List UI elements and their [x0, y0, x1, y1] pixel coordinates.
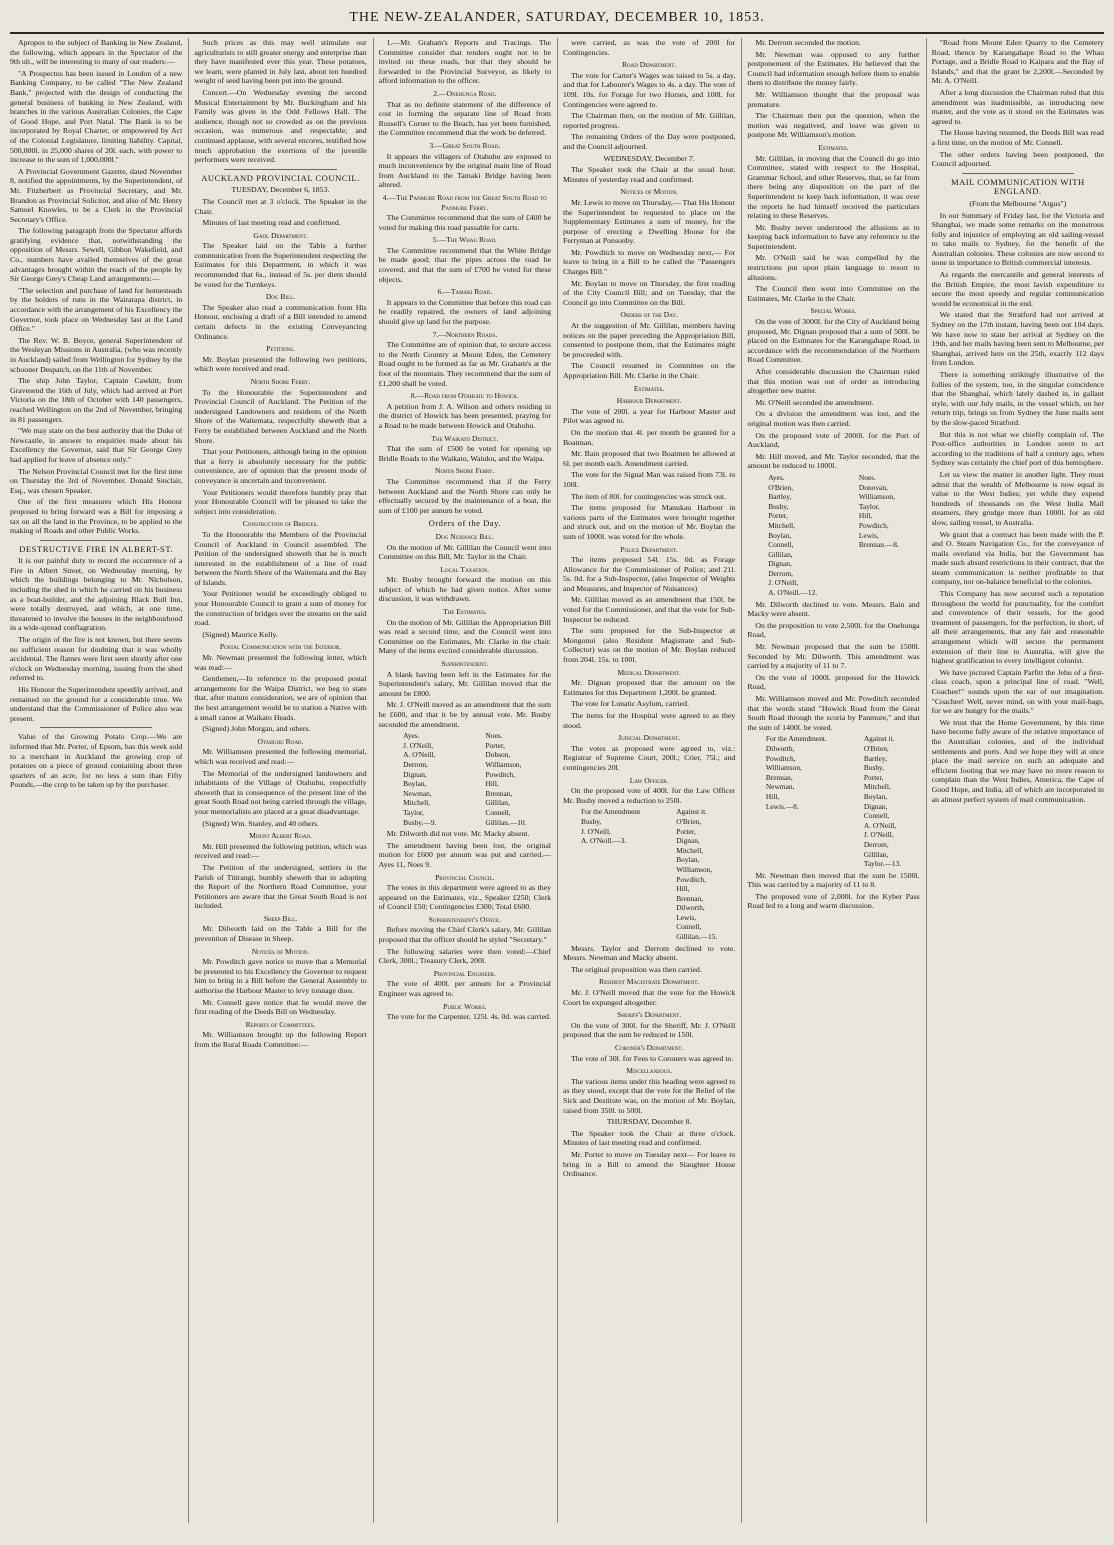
- article-heading: AUCKLAND PROVINCIAL COUNCIL.: [201, 172, 360, 183]
- section-heading: Superintendent's Office.: [428, 914, 501, 924]
- divider: [962, 173, 1074, 174]
- section-heading: Sheriff's Department.: [617, 1010, 682, 1020]
- vote-name: Dignan,: [403, 769, 427, 779]
- article-heading: DESTRUCTIVE FIRE IN ALBERT-ST.: [19, 543, 174, 554]
- paragraph: That as no definite statement of the difference of cost in forming the separate line of Road from Russell's Corner to the Beach, has yet been furnished, the Committee recommend that the work be deferred.: [378, 99, 551, 138]
- paragraph: Mr. Dignan proposed that the amount on the Estimates for this Department 1,200l. be granted.: [562, 678, 736, 697]
- section-heading: Superintendent.: [441, 659, 489, 669]
- paragraph: Your Petitioner would be exceedingly obliged to your Honourable Council to grant a sum of money for the construction of bridges over the streams on the said road.: [194, 589, 367, 628]
- paragraph: On a division the amendment was lost, and the original motion was then carried.: [747, 409, 920, 428]
- vote-name: Dobson,: [485, 750, 511, 760]
- paragraph: The vote for Lunatic Asylum, carried.: [570, 699, 689, 709]
- section-heading: The Waikato District.: [431, 433, 499, 443]
- paragraph: A petition from J. A. Wilson and others residing in the district of Howick has been presented, praying for a Road to be made between Howick and Otahuhu.: [378, 401, 551, 430]
- section-heading: 4.—The Panmure Road from the Great South Road to Panmure Ferry.: [382, 192, 547, 212]
- paragraph: Mr. Newman was opposed to any further postponement of the Estimates. He believed that the Council had information enough before them to enable them to distribute the money fairly.: [747, 49, 920, 88]
- paragraph: A Provincial Government Gazette, dated November 8, notified the appointments, by the Superintendent, of Mr. Fitzherbert as Provincial Secretary, and Mr. Brandon as Provincial Solicitor, and also of Mr. Henry Samuel Knowles, to be a Clerk in the Provincial Secretary's Office.: [10, 166, 183, 224]
- section-heading: 2.—Onehunga Road.: [433, 88, 497, 98]
- vote-name: Against it.: [863, 734, 895, 744]
- paragraph: The origin of the fire is not known, but there seems no sufficient reason for doubting that it was wholly accidental. The flames were first seen shortly after one o'clock on Wednesday morning, issuing from the shed referred to.: [10, 635, 183, 683]
- vote-name: Mitchell,: [768, 520, 796, 530]
- paragraph: To the Honourable the Members of the Provincial Council of Auckland in Council assembled. The Petition of the undersigned showeth that he is much interested in the establishment of a line of road between the North Shore of the Waitemata and the Bay of Islands.: [194, 529, 367, 587]
- paragraph: The vote for Carter's Wages was raised to 5s. a day, and that for Labourer's Wages to 4s. a day. The vote of 109l. 10s. for Forage for two Horses, and 100l. for Contingencies were agreed to.: [562, 70, 736, 109]
- section-heading: Gaol Department.: [253, 230, 308, 240]
- vote-column-for: [581, 807, 640, 941]
- vote-name: J. O'Neill,: [768, 578, 799, 588]
- paragraph: Mr. Gillilan, in moving that the Council do go into Committee, stated with respect to the Hospital, Grammar School, and other Reserves, that, so far from there being any disposition on the part of the Superintendent to keep back information, it was over the reports he had himself received the particulars relating to these Reserves.: [747, 153, 920, 221]
- vote-name: A. O'Neill,: [403, 750, 436, 760]
- paragraph: The Chairman then put the question, when the motion was negatived, and leave was given to postpone Mr. Williamson's motion.: [747, 111, 920, 140]
- paragraph: After a long discussion the Chairman ruled that this amendment was inadmissible, as introducing new matter, and the vote as it stood on the Estimates was agreed to.: [931, 87, 1104, 126]
- paragraph: The House having resumed, the Deeds Bill was read a first time, on the motion of Mr. Connell.: [931, 128, 1104, 147]
- section-heading: Estimates.: [818, 142, 849, 152]
- vote-name: Derrom,: [863, 839, 889, 849]
- article-source: (From the Melbourne "Argus"): [969, 198, 1067, 208]
- article-heading: MAIL COMMUNICATION WITH ENGLAND.: [950, 176, 1085, 197]
- vote-name: Connell,: [863, 811, 890, 821]
- paragraph: Mr. Powditch gave notice to move that a Memorial be presented to his Excellency the Governor to request him to bring in a Bill before the General Assembly to authorise the Harbour Master to levy tonnage dues.: [194, 957, 367, 996]
- vote-name: Hill,: [485, 779, 499, 789]
- section-heading: Harbour Department.: [616, 396, 682, 406]
- paragraph: The proposed vote of 2,000l. for the Kyber Pass Road led to a long and warm discussion.: [747, 891, 920, 911]
- section-heading: Estimates.: [633, 383, 665, 393]
- section-heading: Orders of the Day.: [620, 310, 678, 320]
- paragraph: Gentlemen,—In reference to the proposed postal arrangements for the Waipa District, we beg to state that, after mature consideration, we are of opinion that the best arrangement would be to station a Native with a small canoe at Waikato Heads.: [194, 674, 367, 722]
- vote-name: Connell,: [768, 540, 794, 550]
- paragraph: After considerable discussion the Chairman ruled that this motion was out of order as introducing altogether new matter.: [747, 367, 920, 396]
- vote-name: A. O'Neill.—12.: [768, 588, 818, 598]
- section-heading: Petitions.: [266, 344, 295, 354]
- vote-column-against: [676, 807, 717, 941]
- paragraph: Let us view the matter in another light. They must admit that the wealth of Melbourne is now equal in value to the West Indies; yet while they expend hundreds of thousands on the West India Mail steamers, they grudge more than 1000l. for an old slow, sailing vessel, to Australia.: [931, 469, 1104, 527]
- vote-name: For the Amendment.: [765, 734, 827, 744]
- vote-name: Mitchell,: [863, 782, 891, 792]
- paragraph: Mr. Connell gave notice that he would move the first reading of the Deeds Bill on Wednesday.: [194, 997, 367, 1017]
- vote-name: Busby,: [581, 816, 602, 826]
- paragraph: 1.—Mr. Graham's Reports and Tracings. The Committee consider that tenders ought not to be invited on these roads, but that they should be forwarded to the Provincial Surveyor, as likely to afford information to the officer.: [378, 38, 551, 86]
- paragraph: It is our painful duty to record the occurrence of a Fire in Albert Street, on Wednesday morning, by which the buildings belonging to Mr. Nicholson, including the shed in which he carried on his business as a boat-builder, and the adjoining Black Bull Inn, were totally destroyed, and which, at one time, threatened to involve the houses in the neighbourhood in a wide-spread conflagration.: [10, 556, 183, 633]
- vote-name: Dilworth,: [676, 903, 705, 913]
- paragraph: One of the first measures which His Honour proposed to bring forward was a Bill for imposing a tax on all the land in the Province, to be applied to the making of Roads and other Public Works.: [10, 497, 183, 536]
- vote-name: Newman,: [403, 788, 432, 798]
- paragraph: The amendment having been lost, the original motion for £600 per annum was put and carried,—Ayes 11, Noes 9.: [378, 840, 551, 869]
- vote-name: J. O'Neill,: [581, 826, 611, 836]
- vote-name: Dignan,: [676, 836, 700, 846]
- session-date: TUESDAY, December 6, 1853.: [231, 185, 330, 195]
- paragraph: Mr. Hill presented the following petition, which was received and read:—: [194, 841, 367, 861]
- paragraph: On the motion of Mr. Gillilan the Appropriation Bill was read a second time, and the Council went into Committee on the Estimates, Mr. Clarke in the chair. Many of the items excited considerable discussion.: [378, 617, 551, 656]
- section-heading: Reports of Committees.: [245, 1019, 316, 1029]
- paragraph: It appears to the Committee that before this road can be readily repaired, the owners of land adjoining should give up land for the purpose.: [378, 297, 551, 327]
- division-list: [747, 473, 919, 598]
- vote-name: Mitchell,: [403, 798, 431, 808]
- paragraph: We have pictured Captain Parfitt the Jehu of a first-class coach, upon a principal line of road. "Well, Coachee!" sounds upon the ear of our imagination. "Coachee! Well, never mind, on with your mail-bags, for we are hungry for the mails.": [931, 667, 1104, 716]
- section-heading: Local Taxation.: [440, 564, 490, 574]
- section-heading: Public Works.: [443, 1001, 487, 1011]
- article-heading: Orders of the Day.: [428, 518, 502, 529]
- vote-name: Lewis,: [858, 530, 879, 540]
- vote-name: Dignan,: [863, 801, 888, 811]
- paragraph: Mr. Newman proposed that the sum be 1500l. Seconded by Mr. Dilworth. This amendment was carried by a majority of 11 to 7.: [747, 642, 920, 671]
- paragraph: The Nelson Provincial Council met for the first time on Thursday the 3rd of November. Donald Sinclair, Esq., was chosen Speaker.: [10, 466, 183, 495]
- paragraph: Value of the Growing Potato Crop.—We are informed that Mr. Porter, of Epsom, has this week sold to a merchant in Auckland the growing crop of potatoes on a piece of ground containing about three quarters of an acre, for no less a sum than Fifty Pounds,—the crop to be taken up by the purchaser.: [10, 732, 183, 790]
- vote-name: Taylor.—13.: [863, 859, 902, 869]
- section-heading: Sheep Bill.: [263, 913, 298, 923]
- section-heading: Notices of Motion.: [620, 187, 678, 197]
- paragraph: His Honour the Superintendent speedily arrived, and remained on the ground for a considerable time. We understand that the Commissioner of Police also was present.: [10, 685, 183, 723]
- paragraph: The vote for the Carpenter, 125l. 4s. 0d. was carried.: [386, 1012, 551, 1022]
- vote-name: Taylor,: [403, 807, 424, 817]
- vote-name: J. O'Neill,: [403, 740, 434, 750]
- vote-column-ayes: [403, 731, 436, 827]
- vote-name: Busby,: [768, 501, 789, 511]
- vote-name: Boylan,: [403, 779, 427, 789]
- vote-name: Gillilan.—15.: [676, 932, 718, 942]
- paragraph: "We may state on the best authority that the Duke of Newcastle, in answer to enquiries made about his Excellency the Governor, said that Sir George Grey had applied for leave of absence only.": [10, 426, 183, 464]
- vote-name: Powditch,: [485, 769, 516, 779]
- section-heading: Resident Magistrate Department.: [599, 977, 700, 987]
- paragraph: The Committee recommend that the White Bridge be made good; that the pipes across the road be covered, and that the sum of £700 be voted for these objects.: [378, 245, 551, 284]
- vote-name: Brennan.—8.: [858, 540, 899, 550]
- paragraph: On the motion of Mr. Gillilan the Council went into Committee on this Bill, Mr. Taylor in the Chair.: [378, 542, 551, 562]
- paragraph: Mr. Williamson brought up the following Report from the Rural Roads Committee:—: [194, 1030, 367, 1049]
- paragraph: The votes in this department were agreed to as they appeared on the Estimates, viz., Speaker £250; Clerk of Council £50; Contingencies £300; Total £600.: [378, 883, 551, 912]
- paragraph: Before moving the Chief Clerk's salary, Mr. Gillilan proposed that the officer should be styled "Secretary.": [378, 925, 551, 945]
- paragraph: The remaining Orders of the Day were postponed, and the Council adjourned.: [562, 132, 736, 151]
- paragraph: The following salaries were then voted:—Chief Clerk, 300l.; Treasury Clerk, 200l.: [378, 946, 551, 966]
- section-heading: Provincial Engineer.: [433, 968, 496, 978]
- paragraph: The original proposition was then carried.: [570, 964, 702, 974]
- vote-name: J. O'Neill,: [863, 830, 894, 840]
- vote-name: Connell,: [676, 922, 702, 932]
- column-6: [926, 38, 1104, 1523]
- vote-name: Derrom,: [768, 568, 794, 578]
- paragraph: The Committee are of opinion that, to secure access to the North Country at Mount Eden, the Cemetery Road ought to be formed as far as Mr. Graham's at the foot of the mountain. They recommend that the sum of £1,200 shall be voted.: [378, 340, 551, 388]
- paragraph: Mr. Newman then moved that the sum be 1500l. This was carried by a majority of 11 to 8.: [747, 870, 920, 890]
- paragraph: The ship John Taylor, Captain Cawkitt, from Gravesend the 16th of July, which had arrived at Port Victoria on the 18th of October with 140 passengers, reached Wellington on the 2nd of November, bringing in 81 passengers.: [10, 376, 183, 424]
- vote-name: Dilworth,: [765, 743, 795, 753]
- paragraph: Mr. Bain proposed that two Boatmen be allowed at 6l. per month each. Amendment carried.: [562, 449, 736, 468]
- paragraph: On the motion that 4l. per month be granted for a Boatman,: [562, 427, 736, 447]
- vote-column-noes: [859, 473, 899, 598]
- paragraph: It appears the villagers of Otahuhu are exposed to much inconvenience by the original main line of Road from Auckland to the Tamaki Bridge having been altered.: [378, 151, 551, 190]
- section-heading: Police Department.: [620, 544, 678, 554]
- paragraph: The vote of 30l. for Fees to Coroners was agreed to.: [570, 1053, 734, 1063]
- paragraph: On the vote of 3000l. for the City of Auckland being proposed, Mr. Dignan proposed that a sum of 500l. be placed on the Estimates for the Karangahape Road, in accordance with the recommendation of the Northern Road Committee.: [747, 317, 920, 365]
- paragraph: Mr. O'Neill seconded the amendment.: [755, 397, 874, 407]
- paragraph: On the proposition to vote 2,500l. for the Onehunga Road,: [747, 620, 920, 640]
- paragraph: Mr. Busby never understood the allusions as to keeping back information to have any reference to the Superintendent.: [747, 222, 920, 251]
- section-heading: 5.—The Whau Road.: [432, 235, 497, 245]
- vote-name: Williamson,: [485, 759, 522, 769]
- paragraph: On the proposed vote of 2000l. for the Port of Auckland,: [747, 430, 920, 450]
- vote-column-noes: [485, 731, 526, 827]
- vote-name: Williamson,: [676, 864, 713, 874]
- vote-name: Boylan,: [768, 530, 792, 540]
- paragraph: The Council met at 3 o'clock. The Speaker in the Chair.: [194, 196, 367, 216]
- paragraph: Mr. Porter to move on Tuesday next— For leave to bring in a Bill to amend the Slaughter House Ordinance.: [562, 1149, 736, 1179]
- paragraph: Mr. Newman presented the following letter, which was read:—: [194, 653, 367, 672]
- paragraph: Mr. Lewis to move on Thursday,— That His Honour the Superintendent be requested to place on the Supplementary Estimates a sum of money, for the purpose of erecting a Dwelling House for the Ferryman at Ponsonby.: [562, 197, 736, 246]
- vote-name: Williamson,: [765, 763, 802, 773]
- paragraph: Mr. O'Neill said he was compelled by the restrictions put upon plain language to resort to allusions.: [747, 253, 920, 282]
- newspaper-page: [10, 10, 1104, 1525]
- paragraph: To the Honourable the Superintendent and Provincial Council of Auckland. The Petition of the undersigned Landowners and residents of the North Shore of the Waitemata, respectfully sheweth that a Ferry be established between Auckland and the North Shore.: [194, 387, 367, 445]
- vote-name: Donovan,: [858, 482, 888, 492]
- paragraph: Minutes of last meeting read and confirmed.: [202, 218, 341, 228]
- vote-name: Busby.—9.: [403, 817, 437, 827]
- vote-name: Ayes.: [403, 731, 420, 741]
- section-heading: The Estimates.: [443, 607, 487, 617]
- divider: [224, 169, 336, 170]
- paragraph: Messrs. Taylor and Derrom declined to vote. Messrs. Newman and Macky absent.: [562, 943, 736, 963]
- paragraph: The Chairman then, on the motion of Mr. Gillilan, reported progress.: [562, 111, 736, 130]
- paragraph: The Speaker also read a communication from His Honour, enclosing a draft of a Bill intended to amend certain defects in the existing Conveyancing Ordinance.: [194, 302, 367, 341]
- vote-name: Derrom,: [403, 759, 429, 769]
- paragraph: But this is not what we chiefly complain of. The Post-office authorities in London seem to act according to the traditions of half a century ago, when Sydney was certainly the chief port of this hemisphere.: [931, 429, 1104, 468]
- paragraph: "Road from Mount Eden Quarry to the Cemetery Road, thence by Karangahape Road to the Whau Portage, and a Bridle Road to Kaipara and the Bay of Islands," and that the grant be 2,200l.—Seconded by Mr. A. O'Neill.: [931, 38, 1104, 86]
- paragraph: As regards the mercantile and general interests of the British Empire, the most lavish expenditure to secure the most speedy and regular communication would be economical in the end.: [931, 270, 1104, 308]
- section-heading: Medical Department.: [617, 667, 681, 677]
- vote-name: A. O'Neill,: [863, 820, 897, 830]
- paragraph: The item of 80l. for contingencies was struck out.: [570, 491, 727, 501]
- paragraph: The Council resumed in Committee on the Appropriation Bill. Mr. Clarke in the Chair.: [562, 361, 736, 380]
- paragraph: Mr. Derrom seconded the motion.: [755, 38, 861, 47]
- paragraph: The following paragraph from the Spectator affords gratifying evidence that, notwithstanding the opposition of Messrs. Sewell, Gibbon Wakefield, and Co., numbers have availed themselves of the great advantages brought within the reach of the people by Sir George Grey's Cheap Land arrangements:—: [10, 226, 183, 284]
- paragraph: This Company has now secured such a reputation throughout the world for punctuality, for the comfort and convenience of their vessels, for the good treatment of passengers, for the perfection, in short, of all their arrangements, that any fair and reasonable arrangement which will secure the permanent extension of their line to Australia, will give the highest gratification to every intelligent colonist.: [931, 589, 1104, 666]
- paragraph: Your Petitioners would therefore humbly pray that your Honourable Council will be pleased to take the subject into consideration.: [194, 487, 367, 516]
- vote-name: O'Brien,: [863, 743, 889, 753]
- session-date: WEDNESDAY, December 7.: [603, 153, 695, 163]
- paragraph: That your Petitioners, although being in the opinion that a ferry is absolutely necessary for the public convenience, are of opinion that the present mode of conveyance is uncertain and inconvenient.: [194, 447, 367, 485]
- vote-name: Gillilan,: [863, 849, 889, 859]
- vote-name: Hill,: [858, 511, 873, 521]
- vote-name: A. O'Neill.—3.: [581, 836, 627, 846]
- divider: [40, 727, 152, 728]
- section-heading: Coroner's Department.: [615, 1043, 684, 1052]
- division-list: [379, 731, 551, 827]
- paragraph: The votes as proposed were agreed to, viz.: Registrar of Supreme Court, 200l.; Crier, 75l.; and contingencies 20l.: [562, 743, 736, 772]
- column-5: [741, 38, 919, 1523]
- paragraph: Mr. Williamson moved and Mr. Powditch seconded that the words stand "Howick Road from the Great South Road through the scoria by Panmure," and that the sum of 1400l. be voted.: [747, 694, 920, 732]
- section-heading: Dog Bill.: [265, 292, 296, 302]
- section-heading: Mount Albert Road.: [249, 831, 312, 841]
- column-3: [373, 38, 551, 1523]
- paragraph: At the suggestion of Mr. Gillilan, members having notices on the paper preceding the Appropriation Bill, consented to postpone them, that the Estimates might be proceeded with.: [562, 321, 736, 359]
- paragraph: Mr. Busby brought forward the motion on this subject of which he had given notice. After some discussion, it was withdrawn.: [378, 575, 551, 604]
- vote-name: Gillilan.—10.: [485, 817, 527, 827]
- signature: (Signed) Wm. Stanley, and 40 others.: [202, 818, 320, 828]
- vote-name: Mitchell,: [676, 845, 704, 855]
- vote-name: Boylan,: [863, 791, 888, 801]
- paragraph: Mr. Williamson thought that the proposal was premature.: [747, 89, 920, 109]
- paragraph: Mr. Dilworth laid on the Table a Bill for the prevention of Disease in Sheep.: [194, 924, 367, 944]
- paragraph: The sum proposed for the Sub-Inspector at Mongonui (also Resident Magistrate and Sub-Collector) was on the motion of Mr. Boylan reduced from 204l. 15s. to 100l.: [562, 626, 736, 665]
- paragraph: The Petition of the undersigned, settlers in the Parish of Titirangi, humbly sheweth that in adopting the Report of the Northern Road Committee, your Petitioners are aware that the Great South Road is not included.: [194, 862, 367, 911]
- paragraph: The Speaker took the Chair at the usual hour. Minutes of yesterday read and confirmed.: [562, 165, 736, 184]
- vote-column-against: [864, 734, 901, 868]
- paragraph: Such prices as this may well stimulate our agriculturists to still greater energy and enterprise than they have manifested ever this year. These potatoes, we learn, were planted in July last, about ten hundred weight of seed having been put into the ground.: [194, 38, 367, 86]
- vote-name: Porter,: [863, 772, 884, 782]
- paragraph: We grant that a contract has been made with the P. and O. Steam Navigation Co., for the conveyance of mails overland via India, but the Government has made such absurd restrictions in their contract, that the steam communication is neither profitable to that company, nor on-balance beneficial to the colonies.: [931, 529, 1104, 587]
- paragraph: The items proposed for Manukau Harbour in various parts of the Estimates were brought together and struck out, and on the motion of Mr. Boylan the sum of 1000l. was voted for the whole.: [562, 503, 736, 541]
- section-heading: Otahuhu Road.: [257, 736, 304, 746]
- paragraph: Mr. Hill moved, and Mr. Taylor seconded, that the amount be reduced to 1000l.: [747, 451, 920, 471]
- paragraph: That the sum of £500 be voted for opening up Bridle Roads to the Waikato, Waiuku, and the Waipa.: [378, 444, 551, 463]
- vote-name: Bartley,: [768, 492, 792, 502]
- column-1: [10, 38, 182, 1523]
- vote-name: Boylan,: [676, 855, 700, 865]
- section-heading: Road Department.: [621, 60, 677, 70]
- paragraph: The Council then went into Committee on the Estimates, Mr. Clarke in the Chair.: [747, 284, 920, 303]
- vote-name: Porter,: [768, 511, 788, 521]
- paragraph: The vote of 400l. per annum for a Provincial Engineer was agreed to.: [378, 979, 551, 999]
- section-heading: Construction of Bridges.: [242, 519, 319, 529]
- paragraph: Mr. J. O'Neill moved that the vote for the Howick Court be expunged altogether.: [562, 988, 736, 1007]
- vote-name: Brennan,: [765, 772, 793, 782]
- vote-name: Dignan,: [768, 559, 792, 569]
- vote-name: Brennan,: [676, 893, 704, 903]
- vote-name: For the Amendment: [581, 807, 641, 817]
- section-heading: 7.—Northern Roads.: [432, 329, 498, 339]
- paragraph: Mr. Boylan to move on Thursday, the first reading of the City Council Bill; and on Tuesday, that the Council go into Committee on the Bill.: [562, 278, 736, 307]
- section-heading: Special Works.: [810, 306, 857, 316]
- vote-name: Against it.: [676, 807, 707, 817]
- vote-column-ayes: [768, 473, 817, 598]
- vote-name: Bartley,: [863, 753, 887, 763]
- paragraph: The Speaker laid on the Table a further communication from the Superintendent respecting the Estimates for this Department, in which it was recommended that 6s., instead of 5s. per diem should be voted for the Turnkeys.: [194, 241, 367, 289]
- paragraph: On the proposed vote of 400l. for the Law Officer Mr. Busby moved a reduction to 250l.: [562, 786, 736, 805]
- paragraph: On the vote of 300l. for the Sheriff, Mr. J. O'Neill proposed that the sum be reduced to 150l.: [562, 1020, 736, 1040]
- vote-name: Noes.: [858, 472, 876, 482]
- column-4: [557, 38, 735, 1523]
- paragraph: The vote for the Signal Man was raised from 73l. to 100l.: [562, 470, 736, 489]
- paragraph: There is something strikingly illustrative of the follies of the system, too, in the singular coincidence that the Shanghai, which lately dashed in, in gallant style, with our July mails, in the vessel which, on her return trip, brings us from Sydney the June mails sent by the slow-paced Stratford.: [931, 370, 1104, 427]
- vote-name: Porter,: [676, 826, 696, 836]
- vote-name: Lewis,: [676, 912, 697, 922]
- vote-name: Lewis.—8.: [765, 801, 799, 811]
- paragraph: Mr. Williamson presented the following memorial, which was received and read:—: [194, 747, 367, 766]
- paragraph: The Committee recommend that if the Ferry between Auckland and the North Shore can only be effectually secured by the maintenance of a boat, the sum of £100 per annum be voted.: [378, 476, 551, 515]
- section-heading: 6.—Tamaki Road.: [437, 287, 493, 297]
- section-heading: Law Officer.: [629, 775, 669, 785]
- vote-column-for: [766, 734, 827, 868]
- section-heading: 8.—Road from Otahuhu to Howick.: [410, 391, 519, 401]
- paragraph: On the vote of 1000l. proposed for the Howick Road,: [747, 672, 920, 692]
- paragraph: The various items under this heading were agreed to as they stood, except that the vote for the Relief of the Sick and Destitute was, on the motion of Mr. Boylan, raised from 350l. to 500l.: [562, 1076, 736, 1115]
- paragraph: were carried, as was the vote of 200l for Contingencies.: [562, 38, 736, 57]
- paragraph: A blank having been left in the Estimates for the Superintendent's salary, Mr. Gillilan moved that the amount be £800.: [378, 669, 551, 698]
- paragraph: Mr. Dilworth did not vote. Mr. Macky absent.: [386, 829, 530, 839]
- section-heading: Notices of Motion.: [251, 946, 310, 956]
- vote-name: Gillilan,: [485, 798, 510, 808]
- vote-name: Ayes.: [768, 472, 785, 482]
- vote-name: Taylor,: [858, 501, 880, 511]
- paragraph: The items proposed 54l. 15s. 0d. as Forage Allowance for the Commissioner of Police; and 21l. 5s. 0d. for a Sub-Inspector, (also Inspector of Weights and Measures, and Inspector of Nuisances): [562, 555, 736, 593]
- section-heading: 3.—Great South Road.: [429, 140, 501, 150]
- paragraph: Mr. Dilworth declined to vote. Messrs. Bain and Macky were absent.: [747, 599, 920, 619]
- paragraph: In our Summary of Friday last, for the Victoria and Shanghai, we made some remarks on the monstrous folly and injustice of employing an old sailing-vessel to take mails to Sydney, for the benefit of the Australian colonies. These colonies are now second to none in importance to British commercial interests.: [931, 210, 1104, 268]
- paragraph: The vote of 200l. a year for Harbour Master and Pilot was agreed to.: [562, 406, 736, 426]
- vote-name: Busby,: [863, 763, 885, 773]
- section-heading: Dog Nuisance Bill.: [435, 531, 495, 541]
- division-list: [747, 734, 919, 868]
- masthead: THE NEW-ZEALANDER, SATURDAY, DECEMBER 10, 1853.: [349, 10, 765, 25]
- paragraph: The other orders having been postponed, the Council adjourned.: [931, 149, 1104, 169]
- column-2: [188, 38, 366, 1523]
- paragraph: The Memorial of the undersigned landowners and inhabitants of the Village of Otahuhu, respectfully showeth that in consequence of the present line of the great South Road not being carried through the village, your memorialists are placed at a great disadvantage.: [194, 768, 367, 816]
- paragraph: We stated that the Stratford had not arrived at Sydney on the 17th instant, having been out 104 days. We have now to state her arrival at Sydney on the 19th, and her mails having been sent to Melbourne, per Shanghai, arrived here on the 25th, exactly 112 days from London.: [931, 310, 1104, 368]
- vote-name: O'Brien,: [768, 482, 794, 492]
- section-heading: Postal Communication with the Interior.: [219, 642, 342, 652]
- vote-name: O'Brien,: [676, 816, 702, 826]
- signature: (Signed) John Morgan, and others.: [202, 724, 311, 734]
- paragraph: We trust that the Home Government, by this time have become fully aware of the relative importance of the Australian colonies, and of the individual settlements and ports. And we hope they will at once place the mail service on such an adequate and efficient footing that we may have no more reason to complain than the West Indies, America, the Cape of Good Hope, and India, all of which are incorporated in an almost perfect system of mail communication.: [931, 717, 1104, 804]
- paragraph: The items for the Hospital were agreed to as they stood.: [562, 711, 736, 730]
- paragraph: Mr. Boylan presented the following two petitions, which were received and read.: [194, 354, 367, 374]
- vote-name: Connell,: [485, 807, 511, 817]
- vote-name: Hill,: [765, 791, 780, 801]
- divider: [40, 540, 152, 541]
- paragraph: Mr. Gillilan moved as an amendment that 150l. be voted for the Commissioner, and that the vote for Sub-Inspector be reduced.: [562, 595, 736, 624]
- vote-name: Powditch,: [676, 874, 706, 884]
- vote-name: Powditch,: [765, 753, 796, 763]
- paragraph: Mr. Powditch to move on Wednesday next,— For leave to bring in a Bill to be called the "Passengers Charges Bill.": [562, 247, 736, 277]
- paragraph: Mr. J. O'Neill moved as an amendment that the sum be £600, and that it be by annual vote. Mr. Busby seconded the amendment.: [378, 700, 551, 729]
- division-list: [563, 807, 735, 941]
- section-heading: North Shore Ferry.: [435, 466, 495, 476]
- session-date: THURSDAY, December 8.: [606, 1117, 692, 1127]
- paragraph: "The selection and purchase of land for homesteads by the holders of runs in the Wairarapa district, in accordance with the arrangement of his Excellency the Governor, took place on Wednesday last at the Land Office.": [10, 285, 183, 334]
- paragraph: The Committee recommend that the sum of £400 be voted for making this road passable for carts.: [378, 213, 551, 232]
- section-heading: Judicial Department.: [618, 733, 681, 743]
- vote-name: Brennan,: [485, 788, 513, 798]
- paragraph: "A Prospectus has been issued in London of a new Banking Company, to be called "The New Zealand Bank," projected with the design of conducting the general business of banking in New Zealand, with branches in the various Australian Colonies, the Cape of Good Hope, and Port Natal. The Bank is to be incorporated by Royal Charter, or empowered by Act of the Colonial Legislature, limiting liability. Capital, 500,000l. in 25,000 shares of 20l. each, with power to increase to the sum of 1,000,000l.": [10, 68, 183, 165]
- section-heading: Miscellaneous.: [626, 1066, 673, 1076]
- vote-name: Gillilan,: [768, 549, 793, 559]
- vote-name: Porter,: [485, 740, 506, 750]
- paragraph: Apropos to the subject of Banking in New Zealand, the following, which appears in the Spectator of the 9th ult., will be interesting to many of our readers:—: [10, 38, 183, 67]
- paragraph: The Speaker took the Chair at three o'clock. Minutes of last meeting read and confirmed.: [562, 1128, 736, 1148]
- signature: (Signed) Maurice Kelly.: [202, 629, 278, 639]
- paragraph: Concert.—On Wednesday evening the second Musical Entertainment by Mr. Buckingham and his Family was given in the Odd Fellows Hall. The audience, though not so crowded as on the previous occasion, was numerous and respectable; and continued applause, with several encores, testified how much approbation the exertions of the juvenile performers were received.: [194, 87, 367, 165]
- section-heading: North Shore Ferry.: [250, 377, 311, 386]
- paragraph: The Rev. W. B. Boyce, general Superintendent of the Wesleyan Missions in Australia, (who was recently in Auckland) sailed from Wellington for Sydney by the schooner Despatch, on the 11th of November.: [10, 335, 183, 374]
- columns: [10, 38, 1104, 1523]
- vote-name: Noes.: [485, 731, 503, 741]
- vote-name: Powditch,: [858, 520, 889, 530]
- vote-name: Williamson,: [858, 492, 895, 502]
- vote-name: Newman,: [765, 782, 795, 792]
- vote-name: Hill,: [676, 884, 690, 894]
- section-heading: Provincial Council.: [435, 872, 495, 882]
- masthead-rule: [10, 32, 1104, 34]
